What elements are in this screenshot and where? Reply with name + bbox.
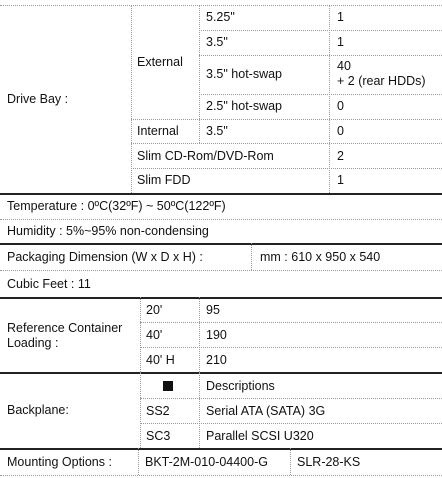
section-rule [0,193,442,195]
container-divider [140,347,442,348]
filled-square-icon [163,381,173,391]
drive-bay-divider [131,168,442,169]
internal-label: Internal [137,124,179,138]
container-value: 190 [206,328,227,342]
backplane-description: Parallel SCSI U320 [206,429,314,443]
drive-bay-divider [131,143,442,144]
mounting-option: BKT-2M-010-04400-G [145,455,268,469]
drive-size: 3.5" [206,124,228,138]
packaging-label: Packaging Dimension (W x D x H) : [7,250,203,264]
container-value: 95 [206,303,220,317]
mounting-divider [290,448,291,475]
backplane-divider [199,372,200,448]
drive-bay-divider [199,5,200,143]
container-size: 20' [146,303,163,317]
section-rule [0,297,442,299]
drive-bay-label: Drive Bay : [7,92,69,106]
backplane-description: Serial ATA (SATA) 3G [206,404,326,418]
container-size: 40' [146,328,163,342]
backplane-header: Descriptions [206,379,275,393]
section-rule [0,448,442,450]
section-rule [0,243,442,245]
rule-bottom [0,475,442,476]
rule-top [0,5,442,6]
backplane-divider [140,423,442,424]
mounting-label: Mounting Options : [7,455,112,469]
mounting-divider [138,448,139,475]
drive-count: 0 [337,124,344,138]
container-divider [140,297,141,372]
temperature: Temperature : 0ºC(32ºF) ~ 50ºC(122ºF) [7,199,226,213]
container-divider [140,322,442,323]
drive-size: 5.25" [206,10,235,24]
container-label-line2: Loading : [7,336,59,350]
drive-bay-divider [199,30,442,31]
slim-cdrom-label: Slim CD-Rom/DVD-Rom [137,149,274,163]
container-value: 210 [206,353,227,367]
slim-fdd-count: 1 [337,173,344,187]
slim-fdd-label: Slim FDD [137,173,191,187]
drive-bay-divider [131,119,442,120]
backplane-divider [140,398,442,399]
drive-count: 1 [337,10,344,24]
drive-count-note: + 2 (rear HDDs) [337,74,426,88]
section-rule [0,270,442,271]
container-label: Reference Container [7,321,123,335]
container-divider [199,297,200,372]
drive-size: 3.5" [206,35,228,49]
humidity: Humidity : 5%~95% non-condensing [7,224,209,238]
drive-count: 0 [337,99,344,113]
backplane-label: Backplane: [7,403,69,417]
backplane-code: SC3 [146,429,171,443]
drive-bay-divider [329,5,330,193]
mounting-option: SLR-28-KS [297,455,361,469]
drive-size: 3.5" hot-swap [206,67,283,81]
packaging-value: mm : 610 x 950 x 540 [260,250,381,264]
backplane-code: SS2 [146,404,170,418]
backplane-divider [140,372,141,448]
drive-count: 40 [337,59,351,73]
container-size: 40' H [146,353,175,367]
section-rule [251,243,252,270]
slim-cdrom-count: 2 [337,149,344,163]
drive-bay-divider [131,5,132,193]
drive-bay-divider [199,94,442,95]
external-label: External [137,55,183,69]
section-rule [0,372,442,374]
drive-bay-divider [199,55,442,56]
drive-count: 1 [337,35,344,49]
cubic-feet: Cubic Feet : 11 [7,277,91,291]
section-rule [0,219,442,220]
drive-size: 2.5" hot-swap [206,99,283,113]
